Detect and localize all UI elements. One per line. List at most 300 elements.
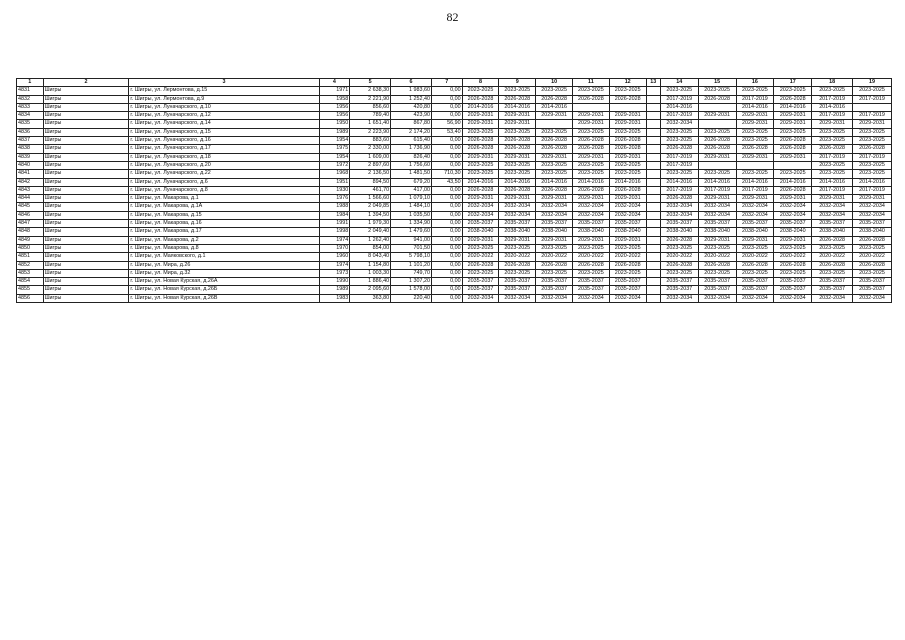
table-cell: Шигры — [43, 178, 129, 186]
table-cell — [646, 128, 660, 136]
table-cell: 1 101,20 — [391, 261, 432, 269]
table-cell: 2017-2019 — [812, 95, 853, 103]
table-cell: 2029-2031 — [698, 153, 736, 161]
table-cell: 2029-2031 — [812, 120, 853, 128]
table-cell: 1 003,30 — [350, 269, 391, 277]
table-cell: 2038-2040 — [573, 228, 610, 236]
column-number: 7 — [431, 79, 462, 87]
table-cell: Шигры — [43, 294, 129, 302]
table-cell: 2029-2031 — [573, 120, 610, 128]
table-cell: Шигры — [43, 145, 129, 153]
table-cell: 1 334,90 — [391, 220, 432, 228]
column-number: 3 — [129, 79, 319, 87]
table-cell: 0,00 — [431, 95, 462, 103]
table-cell: 2038-2040 — [853, 228, 892, 236]
table-cell: 2014-2016 — [660, 178, 698, 186]
table-cell: 2038-2040 — [774, 228, 812, 236]
table-cell: 883,60 — [350, 137, 391, 145]
table-cell — [698, 103, 736, 111]
table-cell: 4853 — [17, 269, 44, 277]
table-cell: 0,00 — [431, 153, 462, 161]
table-cell: 679,20 — [391, 178, 432, 186]
table-cell: 2035-2037 — [536, 278, 573, 286]
table-cell: 2032-2034 — [736, 203, 774, 211]
table-cell: 2035-2037 — [573, 278, 610, 286]
table-cell: 2029-2031 — [774, 120, 812, 128]
table-cell: 2 897,60 — [350, 161, 391, 169]
table-cell: 2023-2025 — [462, 87, 499, 95]
table-cell: 1990 — [319, 278, 350, 286]
table-cell: 701,50 — [391, 244, 432, 252]
table-cell: Шигры — [43, 236, 129, 244]
table-cell: 2014-2016 — [536, 103, 573, 111]
table-cell: Шигры — [43, 203, 129, 211]
table-cell: 0,00 — [431, 244, 462, 252]
table-cell: 2023-2025 — [660, 244, 698, 252]
table-cell: 941,00 — [391, 236, 432, 244]
table-cell: 2035-2037 — [736, 220, 774, 228]
table-cell: 710,30 — [431, 170, 462, 178]
table-cell: 2026-2028 — [774, 186, 812, 194]
table-cell: 2017-2019 — [812, 153, 853, 161]
table-cell: 2032-2034 — [774, 294, 812, 302]
table-cell: Шигры — [43, 220, 129, 228]
table-cell: 2032-2034 — [462, 211, 499, 219]
table-cell: 4837 — [17, 137, 44, 145]
table-cell — [646, 137, 660, 145]
table-cell — [646, 112, 660, 120]
table-cell: 2014-2016 — [660, 103, 698, 111]
table-cell: 2032-2034 — [462, 294, 499, 302]
table-cell: 2023-2025 — [536, 161, 573, 169]
table-cell: 1954 — [319, 153, 350, 161]
table-cell: Шигры — [43, 261, 129, 269]
table-cell: 1970 — [319, 244, 350, 252]
table-cell: 0,00 — [431, 294, 462, 302]
table-cell: 2023-2025 — [499, 269, 536, 277]
table-row — [17, 261, 892, 269]
table-cell — [646, 228, 660, 236]
table-cell: 2026-2028 — [609, 261, 646, 269]
table-cell: 2026-2028 — [774, 261, 812, 269]
table-cell: 2035-2037 — [774, 286, 812, 294]
table-cell: 363,80 — [350, 294, 391, 302]
table-cell — [646, 220, 660, 228]
table-cell: 4854 — [17, 278, 44, 286]
table-cell: 2023-2025 — [736, 87, 774, 95]
table-cell: г. Шигры, ул. Макарова, д.15 — [129, 211, 319, 219]
table-cell: 2029-2031 — [853, 195, 892, 203]
table-cell: 2023-2025 — [698, 128, 736, 136]
table-cell: 2026-2028 — [660, 236, 698, 244]
table-cell: 1998 — [319, 228, 350, 236]
table-cell: 2035-2037 — [853, 286, 892, 294]
table-cell: 2017-2019 — [812, 112, 853, 120]
table-cell: 1 566,60 — [350, 195, 391, 203]
table-cell: 2020-2022 — [812, 253, 853, 261]
table-cell — [646, 286, 660, 294]
table-cell: 2038-2040 — [462, 228, 499, 236]
table-cell: 1 983,60 — [391, 87, 432, 95]
table-cell: 1988 — [319, 203, 350, 211]
table-cell: 1 035,50 — [391, 211, 432, 219]
table-cell: 1973 — [319, 269, 350, 277]
table-cell: 0,00 — [431, 103, 462, 111]
table-cell: 2026-2028 — [462, 261, 499, 269]
table-cell: 1 578,00 — [391, 286, 432, 294]
table-cell: 2032-2034 — [609, 294, 646, 302]
table-cell: 56,90 — [431, 120, 462, 128]
table-cell: 0,00 — [431, 186, 462, 194]
table-cell: 4831 — [17, 87, 44, 95]
table-cell: 2017-2019 — [660, 95, 698, 103]
table-cell: 2032-2034 — [736, 294, 774, 302]
table-cell: 2023-2025 — [736, 170, 774, 178]
table-cell: 2032-2034 — [573, 203, 610, 211]
table-row — [17, 244, 892, 252]
table-cell — [646, 103, 660, 111]
table-cell: 4848 — [17, 228, 44, 236]
table-cell — [698, 161, 736, 169]
table-cell: Шигры — [43, 153, 129, 161]
table-cell: 2023-2025 — [609, 269, 646, 277]
table-cell: 2023-2025 — [774, 170, 812, 178]
table-row — [17, 236, 892, 244]
table-cell: 2035-2037 — [812, 220, 853, 228]
table-cell: 4833 — [17, 103, 44, 111]
column-number: 5 — [350, 79, 391, 87]
table-row — [17, 145, 892, 153]
table-cell: 2032-2034 — [499, 294, 536, 302]
table-cell: 2020-2022 — [736, 253, 774, 261]
table-cell: 2035-2037 — [736, 278, 774, 286]
table-cell: 2014-2016 — [573, 178, 610, 186]
table-cell: 1974 — [319, 236, 350, 244]
table-cell: 1 079,10 — [391, 195, 432, 203]
table-cell: 2023-2025 — [812, 244, 853, 252]
table-cell: 2032-2034 — [812, 294, 853, 302]
table-cell: 2026-2028 — [774, 145, 812, 153]
table-cell: 2023-2025 — [573, 244, 610, 252]
table-cell: 2020-2022 — [609, 253, 646, 261]
table-cell: 2035-2037 — [499, 278, 536, 286]
table-cell: Шигры — [43, 137, 129, 145]
table-cell: 2029-2031 — [462, 195, 499, 203]
table-cell: 2014-2016 — [736, 178, 774, 186]
table-cell — [646, 161, 660, 169]
table-cell: 2029-2031 — [774, 236, 812, 244]
table-cell: 2032-2034 — [812, 203, 853, 211]
table-cell: 615,40 — [391, 137, 432, 145]
table-row — [17, 211, 892, 219]
table-cell: 4851 — [17, 253, 44, 261]
table-cell: 2017-2019 — [660, 161, 698, 169]
table-cell — [646, 170, 660, 178]
table-cell — [536, 120, 573, 128]
table-cell: 2023-2025 — [609, 161, 646, 169]
table-cell: 2023-2025 — [774, 128, 812, 136]
table-cell: 2026-2028 — [853, 236, 892, 244]
table-cell: 0,00 — [431, 236, 462, 244]
table-cell: 2038-2040 — [698, 228, 736, 236]
table-cell — [736, 161, 774, 169]
table-cell: 2035-2037 — [736, 286, 774, 294]
table-cell: 2026-2028 — [609, 145, 646, 153]
table-cell: 2029-2031 — [774, 112, 812, 120]
table-cell: г. Шигры, ул. Макарова, д.1А — [129, 203, 319, 211]
table-cell: 2023-2025 — [499, 170, 536, 178]
table-cell: 2029-2031 — [609, 120, 646, 128]
table-cell: 1956 — [319, 112, 350, 120]
table-cell: 2023-2025 — [853, 244, 892, 252]
table-cell: 461,70 — [350, 186, 391, 194]
table-cell: 2023-2025 — [499, 244, 536, 252]
table-cell: 2029-2031 — [698, 236, 736, 244]
table-cell: 2026-2028 — [853, 145, 892, 153]
table-cell: г. Шигры, ул. Мира, д.26 — [129, 261, 319, 269]
table-cell: 2026-2028 — [698, 137, 736, 145]
table-cell: 867,80 — [391, 120, 432, 128]
table-cell: 2026-2028 — [499, 95, 536, 103]
register-table — [16, 78, 892, 303]
table-cell: 2032-2034 — [660, 294, 698, 302]
table-cell: 4842 — [17, 178, 44, 186]
table-cell: 1 651,40 — [350, 120, 391, 128]
table-cell: 2026-2028 — [774, 95, 812, 103]
table-cell: Шигры — [43, 211, 129, 219]
table-cell: 2020-2022 — [698, 253, 736, 261]
table-cell: 4832 — [17, 95, 44, 103]
table-cell: 2 136,50 — [350, 170, 391, 178]
table-cell: 0,00 — [431, 261, 462, 269]
table-cell: 2023-2025 — [812, 269, 853, 277]
table-cell: 420,80 — [391, 103, 432, 111]
table-cell: 2017-2019 — [853, 95, 892, 103]
table-cell: 2035-2037 — [660, 278, 698, 286]
table-cell: 2020-2022 — [774, 253, 812, 261]
table-cell: 2023-2025 — [812, 128, 853, 136]
table-cell: 2023-2025 — [536, 244, 573, 252]
table-cell: 1 479,60 — [391, 228, 432, 236]
table-cell: 2032-2034 — [660, 203, 698, 211]
table-cell: 2017-2019 — [698, 186, 736, 194]
table-cell: 789,40 — [350, 112, 391, 120]
table-cell: 2023-2025 — [853, 137, 892, 145]
table-cell: г. Шигры, ул. Макарова, д.17 — [129, 228, 319, 236]
table-cell: 1983 — [319, 294, 350, 302]
table-cell: 2032-2034 — [499, 211, 536, 219]
table-cell: 4836 — [17, 128, 44, 136]
table-cell: 2035-2037 — [698, 278, 736, 286]
table-cell: 2026-2028 — [774, 137, 812, 145]
table-cell: 2017-2019 — [812, 186, 853, 194]
table-cell: 2023-2025 — [853, 170, 892, 178]
table-cell: 2014-2016 — [499, 178, 536, 186]
table-cell: 2026-2028 — [736, 261, 774, 269]
table-cell: 1960 — [319, 253, 350, 261]
table-cell: 1 394,50 — [350, 211, 391, 219]
table-cell: 856,60 — [350, 103, 391, 111]
table-cell: 2026-2028 — [499, 145, 536, 153]
table-cell: 220,40 — [391, 294, 432, 302]
table-cell: г. Шигры, ул. Лермонтова, д.9 — [129, 95, 319, 103]
table-cell: 423,90 — [391, 112, 432, 120]
table-cell: 2026-2028 — [736, 145, 774, 153]
table-cell: 1958 — [319, 95, 350, 103]
table-cell: г. Шигры, ул. Мира, д.32 — [129, 269, 319, 277]
table-cell: 2038-2040 — [660, 228, 698, 236]
table-cell: 2023-2025 — [573, 87, 610, 95]
table-cell: 2026-2028 — [462, 145, 499, 153]
table-row — [17, 228, 892, 236]
table-cell: 2032-2034 — [609, 211, 646, 219]
table-cell: 0,00 — [431, 87, 462, 95]
table-row — [17, 137, 892, 145]
table-row — [17, 170, 892, 178]
table-cell: г. Шигры, ул. Луначарского, д.20 — [129, 161, 319, 169]
table-cell: 1984 — [319, 211, 350, 219]
table-cell: г. Шигры, ул. Лермонтова, д.15 — [129, 87, 319, 95]
table-cell — [646, 236, 660, 244]
table-cell: 2020-2022 — [536, 253, 573, 261]
table-cell: 2029-2031 — [573, 195, 610, 203]
table-cell: 2026-2028 — [573, 261, 610, 269]
table-cell: 2023-2025 — [660, 128, 698, 136]
table-cell — [646, 261, 660, 269]
table-cell: 2 223,90 — [350, 128, 391, 136]
table-cell: 2035-2037 — [774, 278, 812, 286]
table-cell: 2035-2037 — [462, 220, 499, 228]
table-cell: 2026-2028 — [462, 95, 499, 103]
table-cell: 2035-2037 — [660, 220, 698, 228]
table-cell: 2023-2025 — [812, 170, 853, 178]
table-cell: 2035-2037 — [573, 220, 610, 228]
table-cell: 4843 — [17, 186, 44, 194]
table-cell: 53,40 — [431, 128, 462, 136]
table-cell: 1991 — [319, 220, 350, 228]
table-cell: 2026-2028 — [499, 186, 536, 194]
table-cell: 2032-2034 — [536, 294, 573, 302]
column-number: 13 — [646, 79, 660, 87]
table-cell — [573, 103, 610, 111]
table-row — [17, 120, 892, 128]
table-cell: 2029-2031 — [462, 236, 499, 244]
table-cell: 2026-2028 — [573, 137, 610, 145]
table-cell: 2023-2025 — [660, 269, 698, 277]
table-cell: г. Шигры, ул. Макарова, д.2 — [129, 236, 319, 244]
table-cell: 2023-2025 — [609, 244, 646, 252]
table-cell — [646, 253, 660, 261]
table-cell: 2029-2031 — [536, 195, 573, 203]
table-row — [17, 253, 892, 261]
table-cell: 2029-2031 — [698, 195, 736, 203]
table-cell: 2035-2037 — [698, 286, 736, 294]
table-cell: 1 252,40 — [391, 95, 432, 103]
table-cell: 2014-2016 — [609, 178, 646, 186]
table-cell: 2014-2016 — [853, 178, 892, 186]
table-cell: 2 330,00 — [350, 145, 391, 153]
table-cell: Шигры — [43, 228, 129, 236]
table-body — [17, 87, 892, 303]
table-cell: 2026-2028 — [573, 145, 610, 153]
table-cell: 2029-2031 — [573, 236, 610, 244]
table-row — [17, 186, 892, 194]
column-number: 4 — [319, 79, 350, 87]
column-number: 11 — [573, 79, 610, 87]
table-cell: 2014-2016 — [462, 103, 499, 111]
table-cell: 2026-2028 — [609, 137, 646, 145]
column-number: 6 — [391, 79, 432, 87]
table-cell: 2026-2028 — [536, 145, 573, 153]
table-cell: г. Шигры, ул. Маяковского, д.1 — [129, 253, 319, 261]
table-cell: 2032-2034 — [660, 211, 698, 219]
table-cell: 2023-2025 — [853, 161, 892, 169]
table-cell: Шигры — [43, 244, 129, 252]
table-cell: 2023-2025 — [573, 128, 610, 136]
register-table-container — [16, 78, 892, 303]
table-cell: 2023-2025 — [660, 170, 698, 178]
table-cell: 4834 — [17, 112, 44, 120]
table-cell: 4839 — [17, 153, 44, 161]
table-cell: Шигры — [43, 87, 129, 95]
table-cell: 2026-2028 — [660, 261, 698, 269]
table-cell: 4841 — [17, 170, 44, 178]
table-cell: 2035-2037 — [536, 220, 573, 228]
table-cell: 2035-2037 — [573, 286, 610, 294]
table-cell: 894,50 — [350, 178, 391, 186]
table-cell: 2035-2037 — [853, 220, 892, 228]
table-cell: 2023-2025 — [609, 128, 646, 136]
table-row — [17, 220, 892, 228]
table-cell: 2020-2022 — [573, 253, 610, 261]
table-cell: 2 221,90 — [350, 95, 391, 103]
table-cell: Шигры — [43, 161, 129, 169]
table-cell: 4846 — [17, 211, 44, 219]
table-row — [17, 128, 892, 136]
table-cell: Шигры — [43, 170, 129, 178]
table-cell: Шигры — [43, 95, 129, 103]
table-cell: 2 095,60 — [350, 286, 391, 294]
table-cell: 2020-2022 — [853, 253, 892, 261]
table-cell: 2029-2031 — [462, 153, 499, 161]
table-cell: 5 798,10 — [391, 253, 432, 261]
table-cell: 2035-2037 — [853, 278, 892, 286]
table-cell: 0,00 — [431, 220, 462, 228]
table-cell: 2032-2034 — [774, 203, 812, 211]
table-cell: 2023-2025 — [536, 128, 573, 136]
table-cell: 2026-2028 — [499, 261, 536, 269]
table-cell: 2032-2034 — [698, 294, 736, 302]
table-cell: г. Шигры, ул. Луначарского, д.6 — [129, 178, 319, 186]
table-cell — [646, 294, 660, 302]
table-cell: Шигры — [43, 186, 129, 194]
table-cell — [774, 161, 812, 169]
table-cell: 2035-2037 — [462, 278, 499, 286]
table-cell — [646, 244, 660, 252]
table-cell: 2014-2016 — [774, 103, 812, 111]
table-cell: 2023-2025 — [812, 161, 853, 169]
table-cell: г. Шигры, ул. Луначарского, д.17 — [129, 145, 319, 153]
table-cell: 2032-2034 — [499, 203, 536, 211]
table-cell: 2035-2037 — [609, 278, 646, 286]
table-cell: 2026-2028 — [660, 195, 698, 203]
table-cell: 854,00 — [350, 244, 391, 252]
column-number: 9 — [499, 79, 536, 87]
table-cell: 0,00 — [431, 228, 462, 236]
table-cell: 1 609,00 — [350, 153, 391, 161]
table-cell: 2035-2037 — [462, 286, 499, 294]
table-cell: 2023-2025 — [774, 244, 812, 252]
